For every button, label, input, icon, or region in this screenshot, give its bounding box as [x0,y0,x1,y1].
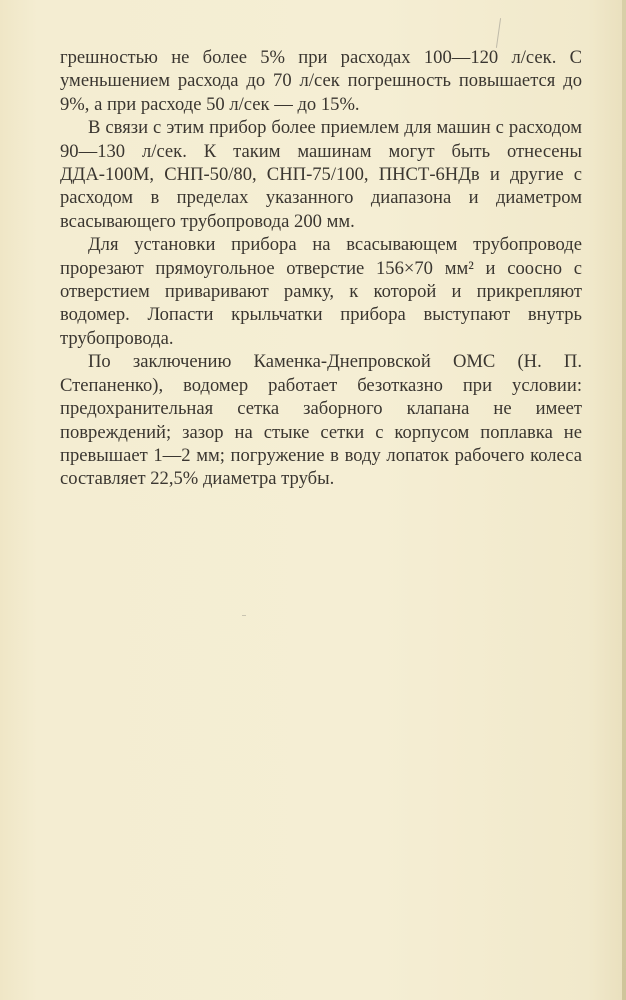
paragraph: Для установки прибора на всасывающем трубопроводе прорезают прямоугольное отверстие 156×70 мм² и соосно с отверстием приваривают рамку, к которой и прикрепляют водомер. Лопасти крыльчатки прибора выступают внутрь трубопровода. [60,234,582,349]
page-edge [622,0,626,1000]
paragraph: По заключению Каменка-Днепровской ОМС (Н. П. Степаненко), водомер работает безотказно при условии: предохранительная сетка заборного клапана не имеет повреждений; зазор на стыке сетки с корпусом поплавка не превышает 1—2 мм; погружение в воду лопаток рабочего колеса составляет 22,5% диаметра трубы. [60,351,582,490]
paragraph: грешностью не более 5% при расходах 100—120 л/сек. С уменьшением расхода до 70 л/сек погрешность повышается до 9%, а при расходе 50 л/сек — до 15%. [60,47,582,115]
pencil-mark [242,615,246,616]
pencil-mark [496,18,501,48]
paragraph: В связи с этим прибор более приемлем для машин с расходом 90—130 л/сек. К таким машинам могут быть отнесены ДДА-100М, СНП-50/80, СНП-75/100, ПНСТ-6НДв и другие с расходом в пределах указанного диапазона и диаметром всасывающего трубопровода 200 мм. [60,117,582,232]
body-text [60,46,582,491]
